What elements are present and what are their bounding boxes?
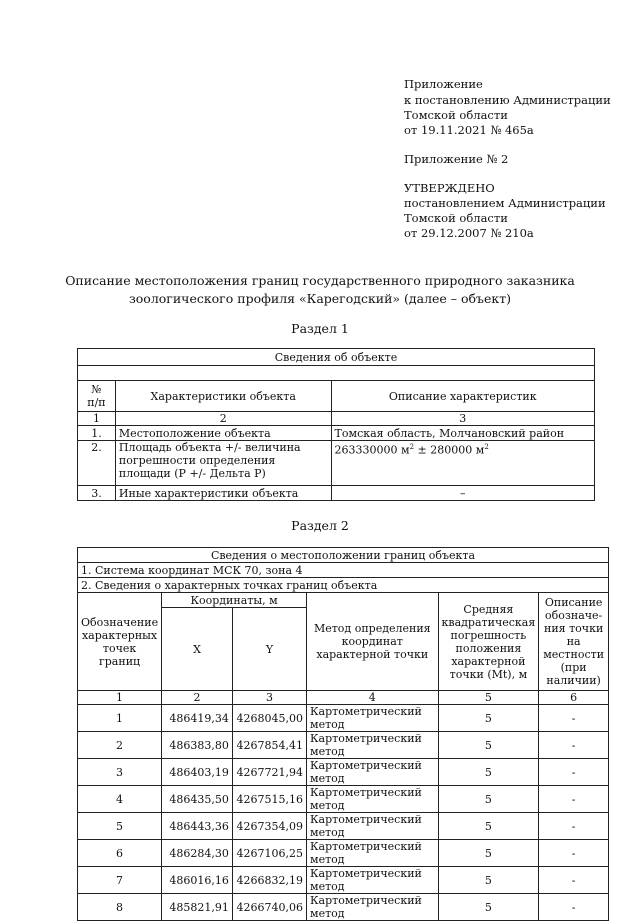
error-cell: 5 <box>438 705 539 732</box>
index-cell: 6 <box>539 691 609 705</box>
coord-y: 4267721,94 <box>232 759 306 786</box>
table-row <box>78 840 609 867</box>
col-header-number: № п/п <box>78 381 116 412</box>
method-cell: Картометрический метод <box>307 732 439 759</box>
error-cell: 5 <box>438 840 539 867</box>
table-row <box>78 894 609 921</box>
table-row <box>78 867 609 894</box>
method-cell: Картометрический метод <box>307 786 439 813</box>
index-cell: 3 <box>331 412 594 426</box>
row-description: Томская область, Молчановский район <box>331 426 594 441</box>
doc-title-line1: Описание местоположения границ государственного природного заказника <box>65 273 575 288</box>
note-cell: - <box>539 786 609 813</box>
header-region-line: Томской области <box>404 108 508 122</box>
row-characteristic: Местоположение объекта <box>115 426 331 441</box>
index-cell: 3 <box>232 691 306 705</box>
method-cell: Картометрический метод <box>307 813 439 840</box>
col-header-description: Описание характеристик <box>331 381 594 412</box>
area-error: 280000 м <box>430 443 485 457</box>
coord-y: 4266740,06 <box>232 894 306 921</box>
col-header-y: Y <box>232 608 306 691</box>
coord-y: 4267854,41 <box>232 732 306 759</box>
coord-x: 486016,16 <box>162 867 233 894</box>
row-characteristic: Иные характеристики объекта <box>115 486 331 501</box>
point-number: 3 <box>78 759 162 786</box>
table-row <box>78 786 609 813</box>
coord-x: 486383,80 <box>162 732 233 759</box>
coord-x: 486443,36 <box>162 813 233 840</box>
method-cell: Картометрический метод <box>307 867 439 894</box>
note-cell: - <box>539 705 609 732</box>
col-header-error: Средняя квадратическая погрешность положения характерной точки (Mt), м <box>438 593 539 691</box>
table-row <box>78 759 609 786</box>
method-cell: Картометрический метод <box>307 759 439 786</box>
point-number: 6 <box>78 840 162 867</box>
area-error-sup: 2 <box>484 443 489 451</box>
points-body <box>78 705 609 921</box>
header-approved: УТВЕРЖДЕНО <box>404 181 495 195</box>
boundary-points-table <box>77 547 609 921</box>
row-characteristic: Площадь объекта +/- величина погрешности определения площади (P +/- Дельта P) <box>115 441 331 486</box>
coord-x: 486284,30 <box>162 840 233 867</box>
row-number: 3. <box>78 486 116 501</box>
empty-row <box>78 366 595 381</box>
table-row <box>78 732 609 759</box>
points-heading: 2. Сведения о характерных точках границ объекта <box>78 578 609 593</box>
col-header-method: Метод определения координат характерной точки <box>307 593 439 691</box>
note-cell: - <box>539 813 609 840</box>
table-row <box>78 486 595 501</box>
object-info-table <box>77 348 595 501</box>
col-header-designation: Обозначение характерных точек границ <box>78 593 162 691</box>
coord-y: 4268045,00 <box>232 705 306 732</box>
coordinate-system: 1. Система координат МСК 70, зона 4 <box>78 563 609 578</box>
coord-x: 486419,34 <box>162 705 233 732</box>
point-number: 8 <box>78 894 162 921</box>
header-appendix-label: Приложение <box>404 77 483 91</box>
note-cell: - <box>539 894 609 921</box>
col-header-x: X <box>162 608 233 691</box>
header-decree-line: к постановлению Администрации <box>404 93 611 107</box>
table-row <box>78 705 609 732</box>
header-appendix-number: Приложение № 2 <box>404 152 509 166</box>
row-area-value <box>331 441 594 486</box>
header-date-line: от 19.11.2021 № 465а <box>404 123 534 137</box>
note-cell: - <box>539 759 609 786</box>
index-cell: 1 <box>78 691 162 705</box>
index-cell: 2 <box>162 691 233 705</box>
error-cell: 5 <box>438 867 539 894</box>
object-info-title: Сведения об объекте <box>78 349 595 366</box>
col-header-characteristic: Характеристики объекта <box>115 381 331 412</box>
row-description: – <box>331 486 594 501</box>
coord-x: 486435,50 <box>162 786 233 813</box>
error-cell: 5 <box>438 759 539 786</box>
method-cell: Картометрический метод <box>307 840 439 867</box>
section2-heading: Раздел 2 <box>291 518 349 533</box>
header-approved-region: Томской области <box>404 211 508 225</box>
table-row <box>78 441 595 486</box>
table-row <box>78 426 595 441</box>
error-cell: 5 <box>438 894 539 921</box>
coord-x: 485821,91 <box>162 894 233 921</box>
index-cell: 5 <box>438 691 539 705</box>
doc-title-line2: зоологического профиля «Карегодский» (далее – объект) <box>128 291 512 306</box>
col-header-note: Описание обозначе-ния точки на местности (при наличии) <box>539 593 609 691</box>
note-cell: - <box>539 840 609 867</box>
header-approved-date: от 29.12.2007 № 210а <box>404 226 534 240</box>
coord-x: 486403,19 <box>162 759 233 786</box>
point-number: 5 <box>78 813 162 840</box>
note-cell: - <box>539 732 609 759</box>
area-unit-sup: 2 <box>409 443 415 451</box>
note-cell: - <box>539 867 609 894</box>
error-cell: 5 <box>438 732 539 759</box>
index-cell: 1 <box>78 412 116 426</box>
point-number: 7 <box>78 867 162 894</box>
coord-y: 4267106,25 <box>232 840 306 867</box>
error-cell: 5 <box>438 813 539 840</box>
area-sep: ± <box>414 443 431 457</box>
point-number: 1 <box>78 705 162 732</box>
method-cell: Картометрический метод <box>307 894 439 921</box>
table-row <box>78 813 609 840</box>
header-approved-decree: постановлением Администрации <box>404 196 606 210</box>
area-value: 263330000 м <box>334 443 410 457</box>
coord-y: 4266832,19 <box>232 867 306 894</box>
boundary-table-title: Сведения о местоположении границ объекта <box>78 548 609 563</box>
error-cell: 5 <box>438 786 539 813</box>
section1-heading: Раздел 1 <box>291 321 349 336</box>
row-number: 2. <box>78 441 116 486</box>
method-cell: Картометрический метод <box>307 705 439 732</box>
coord-y: 4267354,09 <box>232 813 306 840</box>
row-number: 1. <box>78 426 116 441</box>
coord-y: 4267515,16 <box>232 786 306 813</box>
point-number: 4 <box>78 786 162 813</box>
col-header-coordinates: Координаты, м <box>162 593 307 608</box>
index-cell: 4 <box>307 691 439 705</box>
index-cell: 2 <box>115 412 331 426</box>
point-number: 2 <box>78 732 162 759</box>
